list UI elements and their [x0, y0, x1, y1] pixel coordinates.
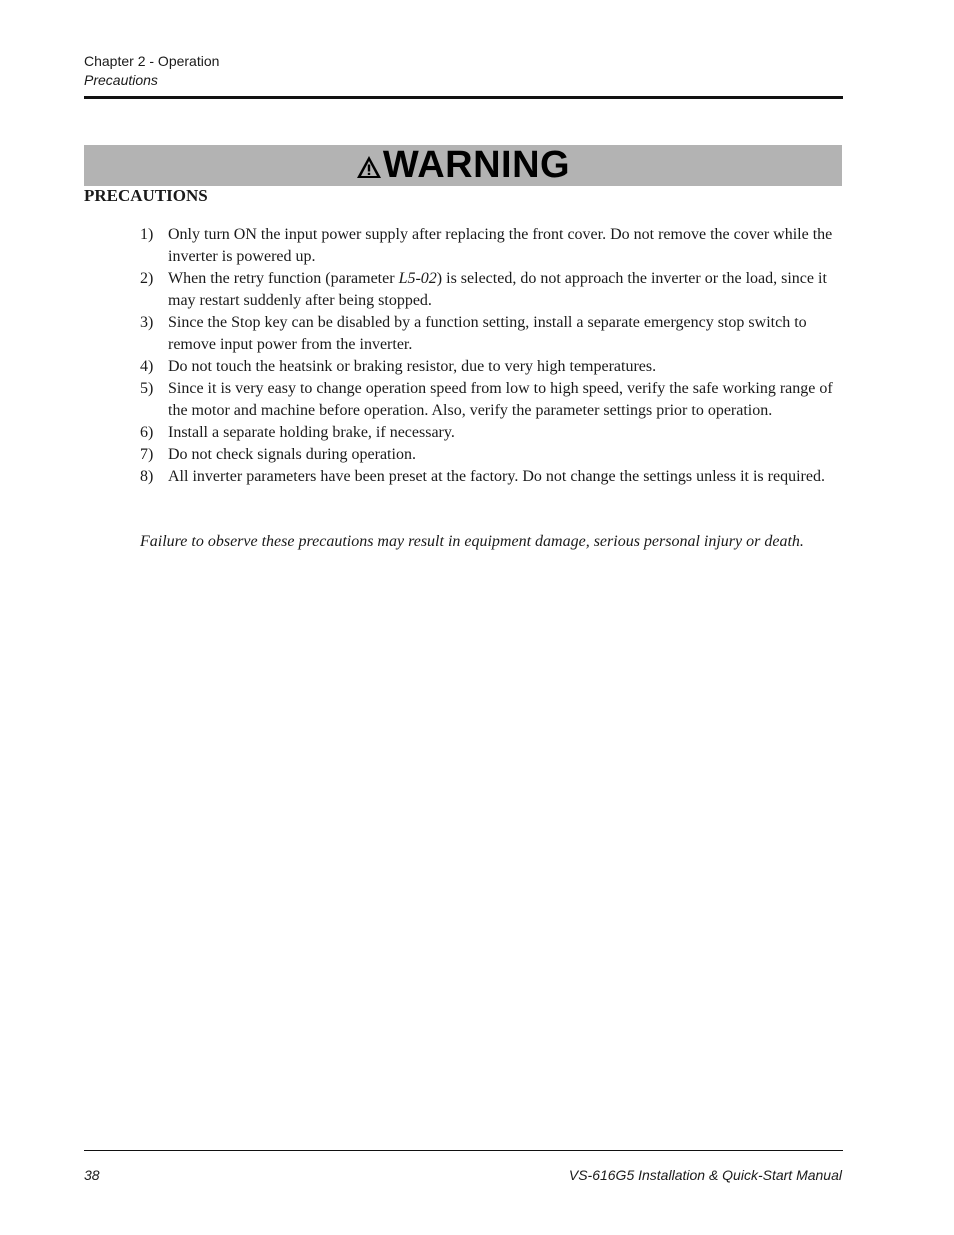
list-item — [140, 268, 843, 312]
precautions-heading: PRECAUTIONS — [84, 186, 208, 205]
item-number: 6) — [140, 424, 154, 441]
item-text: All inverter parameters have been preset at the factory. Do not change the settings unless it is required. — [168, 468, 825, 485]
header-rule — [84, 96, 843, 99]
item-number: 5) — [140, 380, 154, 397]
caution-note: Failure to observe these precautions may result in equipment damage, serious personal injury or death. — [140, 533, 804, 550]
precautions-list — [140, 224, 843, 488]
item-number: 4) — [140, 358, 154, 375]
section-title: Precautions — [84, 72, 158, 88]
list-item — [140, 378, 843, 422]
warning-triangle-icon — [356, 155, 382, 179]
item-number: 3) — [140, 314, 154, 331]
parameter-code: L5-02 — [398, 270, 437, 287]
chapter-title: Chapter 2 - Operation — [84, 53, 220, 69]
item-text-prefix: When the retry function (parameter — [168, 270, 399, 287]
list-item — [140, 422, 843, 444]
running-header — [84, 52, 219, 90]
list-item — [140, 312, 843, 356]
list-item — [140, 444, 843, 466]
item-number: 7) — [140, 446, 154, 463]
item-text: Only turn ON the input power supply after replacing the front cover. Do not remove the cover while the inverter is powered up. — [168, 226, 833, 265]
item-number: 1) — [140, 226, 154, 243]
list-item — [140, 356, 843, 378]
list-item — [140, 224, 843, 268]
warning-title: WARNING — [382, 144, 571, 186]
list-item — [140, 466, 843, 488]
item-text: Do not check signals during operation. — [168, 446, 416, 463]
manual-title: VS-616G5 Installation & Quick-Start Manual — [568, 1167, 842, 1183]
item-text: Do not touch the heatsink or braking resistor, due to very high temperatures. — [168, 358, 657, 375]
item-number: 8) — [140, 468, 154, 485]
item-text-suffix: ) is selected, do not approach the inverter or the load, since it may restart suddenly after being stopped. — [168, 270, 827, 309]
item-text: Install a separate holding brake, if necessary. — [168, 424, 455, 441]
footer-rule — [84, 1150, 843, 1151]
item-number: 2) — [140, 270, 154, 287]
page-number: 38 — [84, 1167, 100, 1183]
item-text: Since it is very easy to change operation speed from low to high speed, verify the safe working range of the motor and machine before operation. Also, verify the parameter settings prior to operation. — [168, 380, 833, 419]
warning-banner — [84, 145, 842, 186]
item-text: Since the Stop key can be disabled by a function setting, install a separate emergency stop switch to remove input power from the inverter. — [168, 314, 807, 353]
